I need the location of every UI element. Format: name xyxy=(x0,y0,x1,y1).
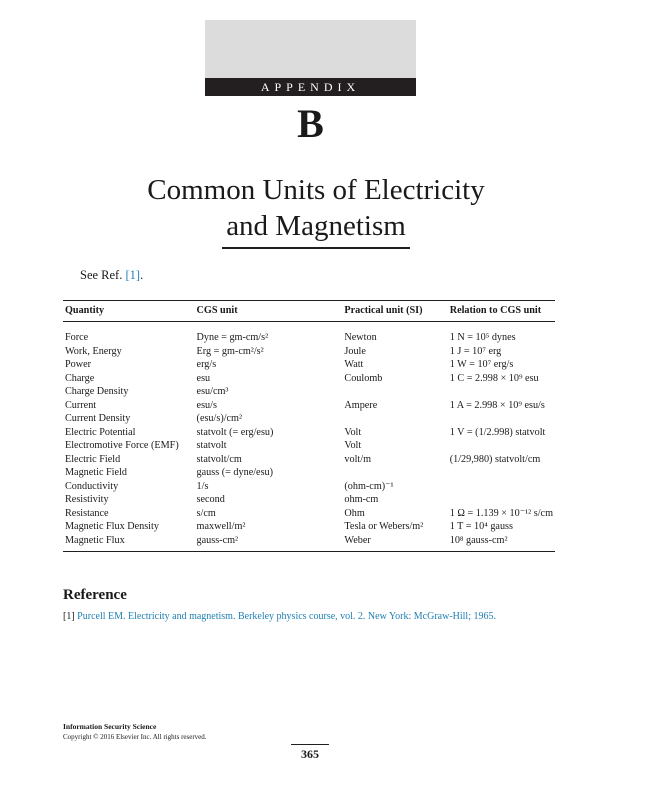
cell-relation xyxy=(448,412,555,426)
cell-cgs: 1/s xyxy=(196,480,209,492)
cell-quantity: Electromotive Force (EMF) xyxy=(65,440,179,451)
units-table xyxy=(63,300,555,552)
page-title xyxy=(60,172,572,249)
page-number: 365 xyxy=(301,747,319,761)
cell-si xyxy=(342,385,447,399)
cell-relation: 1 C = 2.998 × 10⁹ esu xyxy=(449,372,539,384)
reference-citation-link[interactable]: Purcell EM. Electricity and magnetism. Berkeley physics course, vol. 2. New York: McGraw-Hill; 1965. xyxy=(77,611,496,622)
cell-relation xyxy=(448,493,555,507)
cell-cgs: esu/s xyxy=(196,399,217,411)
cell-si: (ohm-cm)⁻¹ xyxy=(344,480,394,492)
table-row xyxy=(63,453,555,467)
cell-cgs: esu xyxy=(196,372,211,384)
reference-heading: Reference xyxy=(63,587,127,603)
cell-si: ohm-cm xyxy=(344,494,379,505)
intro-text xyxy=(80,268,143,283)
cell-si: Volt xyxy=(344,426,362,438)
cell-relation: 1 N = 10⁵ dynes xyxy=(449,332,516,343)
table-header-row xyxy=(63,301,555,322)
cell-relation: 1 T = 10⁴ gauss xyxy=(449,521,513,532)
table-row xyxy=(63,534,555,552)
cell-relation: 10⁸ gauss-cm² xyxy=(448,534,555,552)
cell-cgs: Dyne = gm-cm/s² xyxy=(196,332,269,343)
intro-label: See Ref. xyxy=(80,268,126,282)
cell-cgs: (esu/s)/cm² xyxy=(196,413,243,424)
cell-si: Watt xyxy=(344,359,364,370)
cell-si xyxy=(342,466,447,480)
appendix-label-bar xyxy=(205,78,416,96)
table-row xyxy=(63,426,555,440)
cell-quantity: Resistivity xyxy=(65,494,109,505)
reference-item xyxy=(63,611,583,622)
cell-si: Volt xyxy=(344,440,362,451)
table-row xyxy=(63,480,555,494)
cell-si: Joule xyxy=(344,345,366,357)
cell-si xyxy=(342,412,447,426)
table-row xyxy=(63,385,555,399)
cell-cgs: statvolt (= erg/esu) xyxy=(196,426,274,438)
cell-relation: 1 Ω = 1.139 × 10⁻¹² s/cm xyxy=(449,507,553,519)
title-line-1: Common Units of Electricity xyxy=(147,174,485,206)
cell-quantity: Charge Density xyxy=(65,386,129,397)
cell-si: volt/m xyxy=(344,453,372,465)
cell-cgs: second xyxy=(196,494,225,505)
footer-copyright: Copyright © 2016 Elsevier Inc. All rights reserved. xyxy=(63,733,207,741)
cell-relation: 1 J = 10⁷ erg xyxy=(449,345,502,357)
table-row xyxy=(63,412,555,426)
page-number-rule xyxy=(291,744,329,745)
cell-quantity: Current Density xyxy=(65,413,131,424)
cell-quantity: Magnetic Flux xyxy=(63,534,195,552)
cell-si: Weber xyxy=(342,534,447,552)
header-cgs-unit: CGS unit xyxy=(195,301,343,322)
cell-quantity: Work, Energy xyxy=(65,345,122,357)
cell-cgs: statvolt/cm xyxy=(196,453,242,465)
table-row xyxy=(63,520,555,534)
table-row xyxy=(63,399,555,413)
cell-quantity: Magnetic Field xyxy=(65,467,127,478)
cell-relation: 1 A = 2.998 × 10⁹ esu/s xyxy=(449,399,545,411)
table-row xyxy=(63,507,555,521)
appendix-label: APPENDIX xyxy=(260,80,361,94)
cell-relation: 1 W = 10⁷ erg/s xyxy=(449,359,514,370)
cell-quantity: Resistance xyxy=(65,507,109,519)
cell-cgs: erg/s xyxy=(196,359,217,370)
ref-link[interactable]: [1] xyxy=(125,268,141,282)
cell-quantity: Current xyxy=(65,399,97,411)
cell-si: Ohm xyxy=(344,507,365,519)
intro-suffix: . xyxy=(140,268,144,282)
cell-quantity: Electric Potential xyxy=(65,426,136,438)
cell-cgs: statvolt xyxy=(196,440,227,451)
table-row xyxy=(63,439,555,453)
cell-cgs: Erg = gm-cm²/s² xyxy=(196,345,264,357)
table-row xyxy=(63,493,555,507)
cell-quantity: Magnetic Flux Density xyxy=(65,521,159,532)
cell-quantity: Force xyxy=(65,332,89,343)
cell-relation: (1/29,980) statvolt/cm xyxy=(449,453,541,465)
cell-si: Coulomb xyxy=(344,372,383,384)
cell-quantity: Electric Field xyxy=(65,453,121,465)
cell-cgs: esu/cm³ xyxy=(196,386,229,397)
reference-number: [1] xyxy=(63,611,75,622)
cell-cgs: gauss (= dyne/esu) xyxy=(196,467,274,478)
table-row xyxy=(63,345,555,359)
table-row xyxy=(63,322,555,345)
appendix-letter: B xyxy=(297,101,324,146)
footer-book-title: Information Security Science xyxy=(63,722,157,731)
cell-si: Tesla or Webers/m² xyxy=(344,521,424,532)
cell-relation xyxy=(448,480,555,494)
cell-relation xyxy=(448,385,555,399)
header-quantity: Quantity xyxy=(63,301,195,322)
cell-quantity: Charge xyxy=(65,372,95,384)
table-row xyxy=(63,372,555,386)
cell-cgs: s/cm xyxy=(196,507,216,519)
cell-relation xyxy=(448,439,555,453)
title-line-2: and Magnetism xyxy=(222,208,410,249)
cell-cgs: maxwell/m² xyxy=(196,521,246,532)
cell-relation xyxy=(448,466,555,480)
cell-quantity: Power xyxy=(65,359,92,370)
table-row xyxy=(63,358,555,372)
cell-si: Newton xyxy=(344,332,377,343)
cell-relation: 1 V = (1/2.998) statvolt xyxy=(449,426,546,438)
cell-cgs: gauss-cm² xyxy=(195,534,343,552)
cell-quantity: Conductivity xyxy=(65,480,119,492)
cell-si: Ampere xyxy=(344,399,378,411)
table-row xyxy=(63,466,555,480)
header-practical-unit: Practical unit (SI) xyxy=(342,301,447,322)
chapter-header-box xyxy=(205,20,416,78)
header-relation: Relation to CGS unit xyxy=(448,301,555,322)
